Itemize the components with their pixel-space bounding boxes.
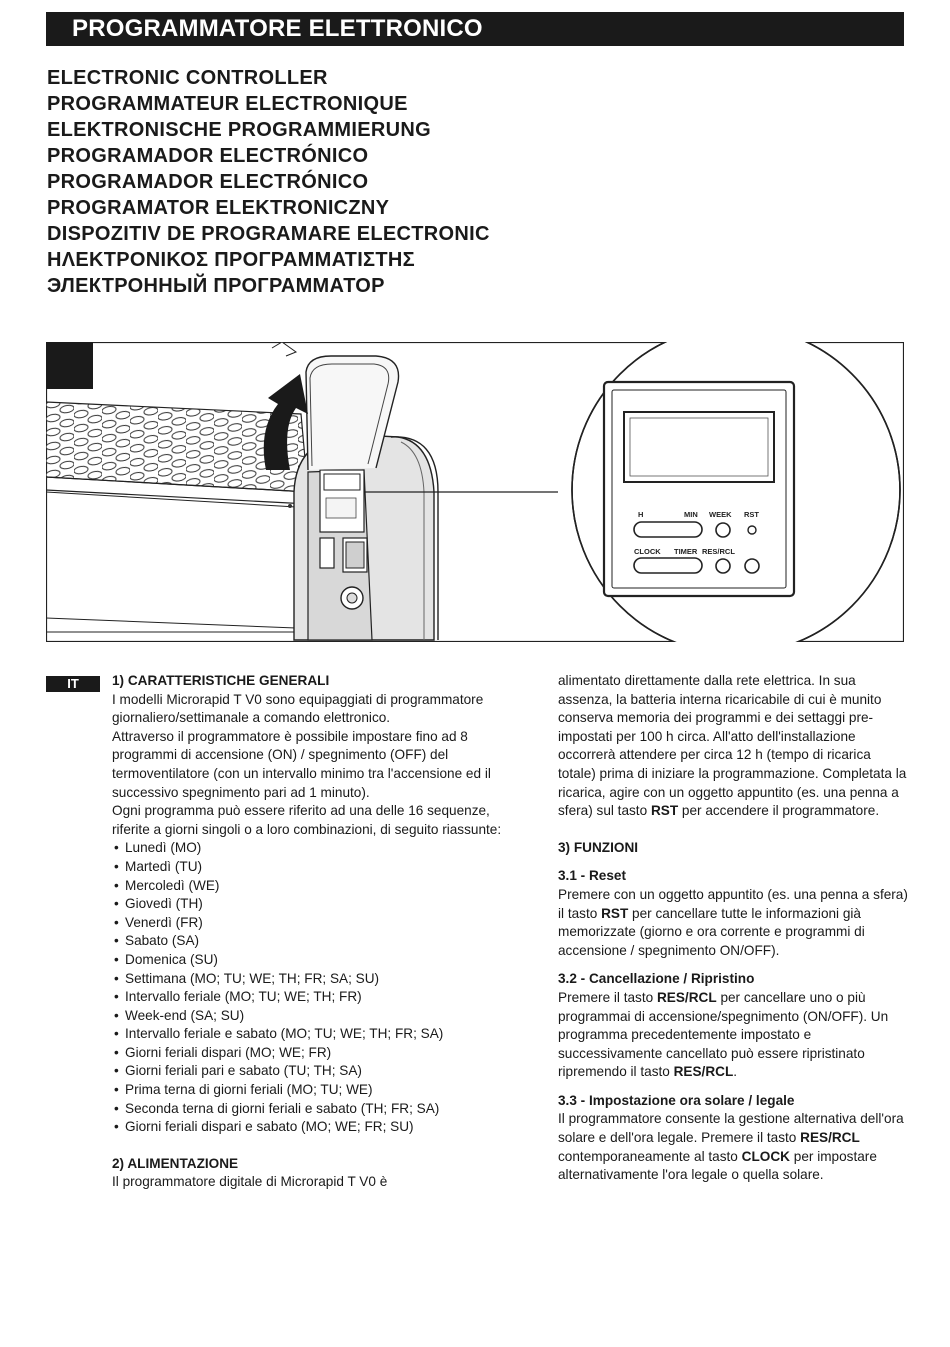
paragraph <box>558 886 908 960</box>
rst-key-label: RST <box>744 510 759 519</box>
list-item: • Giorni feriali pari e sabato (TU; TH; SA) <box>112 1062 512 1081</box>
section-heading: 3) FUNZIONI <box>558 839 639 855</box>
page-title: PROGRAMMATORE ELETTRONICO <box>46 12 904 46</box>
clock-key-label: CLOCK <box>634 547 661 556</box>
subsection-heading: 3.2 - Cancellazione / Ripristino <box>558 971 755 987</box>
list-item: • Venerdì (FR) <box>112 914 512 933</box>
list-item: • Intervallo feriale e sabato (MO; TU; WE; TH; FR; SA) <box>112 1025 512 1044</box>
section-heading: 1) CARATTERISTICHE GENERALI <box>112 673 330 688</box>
language-title: DISPOZITIV DE PROGRAMARE ELECTRONIC <box>47 223 490 245</box>
res-rcl-key-label: RES/RCL <box>702 547 735 556</box>
text-run: alimentato direttamente dalla rete elettrica. In sua assenza, la batteria interna ricaricabile di cui è munito conserva memoria dei programmi e dei settaggi pre-impostati per 100 h circa. All'atto dell'installazione occorrerà attendere per circa 12 h (tempo di ricarica totale) prima di iniziare la programmazione. Completata la ricarica, agire con un oggetto appuntito (es. una penna a sfera) sul tasto <box>558 673 907 819</box>
text-run: per accendere il programmatore. <box>681 803 880 819</box>
section-heading: 2) ALIMENTAZIONE <box>112 1155 239 1171</box>
paragraph: Il programmatore digitale di Microrapid T V0 è <box>112 1174 388 1190</box>
list-item: • Giovedì (TH) <box>112 895 512 914</box>
list-item: • Giorni feriali dispari (MO; WE; FR) <box>112 1044 512 1063</box>
language-titles <box>47 65 490 299</box>
language-title: PROGRAMMATEUR ELECTRONIQUE <box>47 93 408 115</box>
list-item: • Week-end (SA; SU) <box>112 1007 512 1026</box>
language-title: ЭЛЕКТРОННЫЙ ПРОГРАММАТОР <box>47 275 385 297</box>
list-item: • Prima terna di giorni feriali (MO; TU; WE) <box>112 1081 512 1100</box>
language-title: PROGRAMADOR ELECTRÓNICO <box>47 145 369 167</box>
paragraph: I modelli Microrapid T V0 sono equipaggiati di programmatore giornaliero/settimanale a comando elettronico. <box>112 691 484 726</box>
list-item: • Settimana (MO; TU; WE; TH; FR; SA; SU) <box>112 970 512 989</box>
list-item: • Martedì (TU) <box>112 858 512 877</box>
extra-button[interactable] <box>745 559 759 573</box>
h-min-button[interactable] <box>634 522 702 537</box>
list-item: • Domenica (SU) <box>112 951 512 970</box>
res-rcl-key-ref: RES/RCL <box>800 1130 860 1146</box>
clock-key-ref: CLOCK <box>741 1148 790 1164</box>
text-run: per cancellare uno o più programmai di accensione/spegnimento (ON/OFF). Un programma precedentemente impostato e successivamente cancellato può essere ripristinato ripremendo il tasto <box>558 989 889 1080</box>
paragraph <box>558 672 908 821</box>
right-column <box>558 672 908 1185</box>
timer-key-label: TIMER <box>674 547 698 556</box>
text-run: Il programmatore consente la gestione alternativa dell'ora solare e dell'ora legale. Premere il tasto <box>558 1111 904 1146</box>
day-sequence-list <box>112 839 512 1137</box>
subsection-heading: 3.3 - Impostazione ora solare / legale <box>558 1092 795 1108</box>
heater-illustration <box>46 342 904 642</box>
min-key-label: MIN <box>684 510 698 519</box>
text-run: Premere con un oggetto appuntito (es. una penna a sfera) il tasto <box>558 886 908 921</box>
list-item: • Seconda terna di giorni feriali e sabato (TH; FR; SA) <box>112 1100 512 1119</box>
language-title: ELECTRONIC CONTROLLER <box>47 67 328 89</box>
rst-key-ref: RST <box>650 803 679 819</box>
text-run: per cancellare tutte le informazioni già memorizzate (giorno e ora corrente e programmi di accensione / spegnimento ON/OFF). <box>558 905 865 958</box>
rst-button[interactable] <box>748 526 756 534</box>
paragraph: Premere il tasto RES/RCL per cancellare uno o più programmai di accensione/spegnimento (ON/OFF). Un programma precedentemente impostato e successivamente cancellato può essere ripristinato ripremendo il tasto RES/RCL. <box>558 989 889 1080</box>
left-column <box>112 672 512 1192</box>
list-item: • Intervallo feriale (MO; TU; WE; TH; FR) <box>112 988 512 1007</box>
text-run: contemporaneamente al tasto <box>558 1148 738 1164</box>
res-rcl-key-ref: RES/RCL <box>673 1064 734 1080</box>
language-title: PROGRAMADOR ELECTRÓNICO <box>47 171 369 193</box>
week-button[interactable] <box>716 523 730 537</box>
language-title: ΗΛΕΚΤΡΟΝΙΚΟΣ ΠΡΟΓΡΑΜΜΑΤΙΣΤΗΣ <box>47 249 415 271</box>
language-badge: IT <box>46 676 100 692</box>
paragraph: Ogni programma può essere riferito ad una delle 16 sequenze, riferite a giorni singoli o a loro combinazioni, di seguito riassunte: <box>112 803 502 837</box>
paragraph <box>558 1110 908 1184</box>
res-rcl-key-ref: RES/RCL <box>656 989 717 1005</box>
clock-timer-button[interactable] <box>634 558 702 573</box>
list-item: • Lunedì (MO) <box>112 839 512 858</box>
language-title: ELEKTRONISCHE PROGRAMMIERUNG <box>47 119 431 141</box>
res-rcl-button[interactable] <box>716 559 730 573</box>
week-key-label: WEEK <box>709 510 732 519</box>
rst-key-ref: RST <box>601 905 629 921</box>
controller-panel <box>604 382 794 596</box>
list-item: • Sabato (SA) <box>112 932 512 951</box>
paragraph: Attraverso il programmatore è possibile impostare fino ad 8 programmi di accensione (ON) / spegnimento (OFF) del termoventilatore (con un intervallo minimo tra l'accensione ed il successivo spegnimento pari ad 1 minuto). <box>112 728 491 800</box>
list-item: • Mercoledì (WE) <box>112 877 512 896</box>
text-run: per impostare alternativamente l'ora legale o quella solare. <box>558 1148 877 1183</box>
subsection-heading: 3.1 - Reset <box>558 868 627 884</box>
h-key-label: H <box>638 510 644 519</box>
language-title: PROGRAMATOR ELEKTRONICZNY <box>47 197 390 219</box>
text-run: Premere il tasto <box>558 989 654 1005</box>
list-item: • Giorni feriali dispari e sabato (MO; WE; FR; SU) <box>112 1118 512 1137</box>
figure-marker <box>46 342 93 389</box>
